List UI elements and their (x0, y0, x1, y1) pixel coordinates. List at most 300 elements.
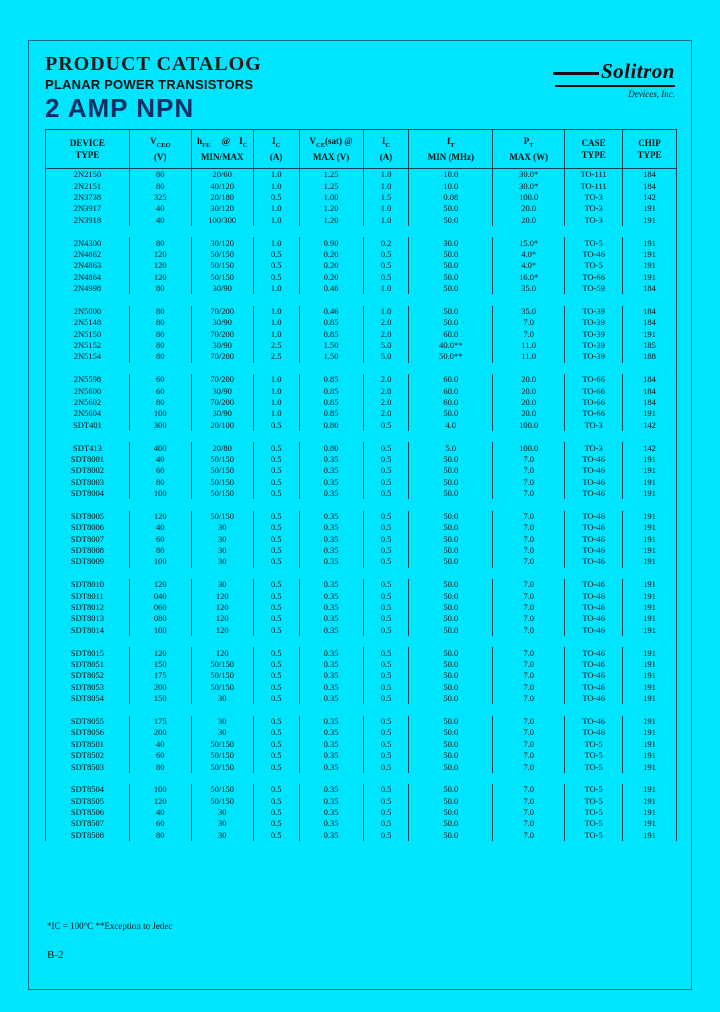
table-row (46, 442, 677, 453)
table-cell: 30/90 (191, 283, 253, 294)
table-cell: 185 (623, 340, 677, 351)
table-cell: 11.0 (493, 340, 565, 351)
spacer-cell (46, 431, 677, 442)
table-cell: 0.35 (299, 545, 363, 556)
table-cell: 0.46 (299, 283, 363, 294)
table-cell: 20.0 (493, 397, 565, 408)
device-type-cell: SDT8015 (46, 647, 130, 658)
device-type-cell: SDT8001 (46, 454, 130, 465)
table-cell: 50.0 (409, 556, 493, 567)
table-cell: 0.35 (299, 670, 363, 681)
table-cell: 0.5 (363, 716, 409, 727)
table-cell: TO-46 (565, 454, 623, 465)
table-cell: 184 (623, 306, 677, 317)
device-type-cell: 2N4864 (46, 272, 130, 283)
device-type-cell: SDT8508 (46, 830, 130, 841)
table-cell: 50.0 (409, 727, 493, 738)
group-spacer (46, 499, 677, 510)
table-cell: 7.0 (493, 693, 565, 704)
table-cell: 0.35 (299, 830, 363, 841)
table-cell: 0.5 (363, 477, 409, 488)
table-cell: 0.5 (253, 613, 299, 624)
table-cell: 7.0 (493, 716, 565, 727)
table-cell: 0.5 (363, 488, 409, 499)
table-cell: TO-46 (565, 249, 623, 260)
table-cell: 50.0 (409, 511, 493, 522)
table-row (46, 659, 677, 670)
table-cell: 50/150 (191, 465, 253, 476)
table-cell: 30/120 (191, 203, 253, 214)
group-spacer (46, 704, 677, 715)
table-cell: 191 (623, 670, 677, 681)
device-type-cell: 2N5152 (46, 340, 130, 351)
table-cell: TO-46 (565, 693, 623, 704)
table-cell: 2.0 (363, 317, 409, 328)
table-row (46, 682, 677, 693)
table-cell: 0.5 (363, 556, 409, 567)
table-cell: TO-5 (565, 761, 623, 772)
table-cell: 40 (129, 215, 191, 226)
table-cell: 0.5 (253, 511, 299, 522)
table-cell: 0.5 (363, 739, 409, 750)
table-cell: 0.5 (363, 454, 409, 465)
table-cell: 0.5 (253, 556, 299, 567)
logo-bar-icon (553, 72, 599, 75)
table-cell: 7.0 (493, 739, 565, 750)
table-cell: 0.5 (253, 807, 299, 818)
table-cell: TO-66 (565, 408, 623, 419)
table-cell: 191 (623, 454, 677, 465)
table-cell: 0.85 (299, 397, 363, 408)
table-cell: TO-39 (565, 328, 623, 339)
spacer-cell (46, 704, 677, 715)
table-cell: 0.5 (253, 420, 299, 431)
table-row (46, 670, 677, 681)
group-spacer (46, 226, 677, 237)
table-cell: 50/150 (191, 739, 253, 750)
table-cell: 50/150 (191, 659, 253, 670)
table-row (46, 306, 677, 317)
table-cell: 191 (623, 272, 677, 283)
table-row (46, 328, 677, 339)
table-cell: 1.0 (253, 306, 299, 317)
table-cell: 0.5 (253, 465, 299, 476)
table-cell: TO-46 (565, 477, 623, 488)
table-cell: 0.35 (299, 727, 363, 738)
table-cell: 20/180 (191, 192, 253, 203)
table-cell: 142 (623, 420, 677, 431)
table-cell: 191 (623, 784, 677, 795)
table-cell: 50.0 (409, 613, 493, 624)
table-cell: TO-46 (565, 602, 623, 613)
table-cell: 7.0 (493, 556, 565, 567)
specifications-table (45, 129, 677, 841)
table-cell: 1.0 (253, 237, 299, 248)
col-ic-vcesat: $I_C$ (A) (363, 130, 409, 169)
table-cell: 0.46 (299, 306, 363, 317)
table-cell: 20.0 (493, 215, 565, 226)
col-device-type: DEVICE TYPE (46, 130, 130, 169)
table-cell: 0.35 (299, 488, 363, 499)
table-cell: 0.5 (363, 260, 409, 271)
table-cell: 50.0 (409, 739, 493, 750)
table-row (46, 477, 677, 488)
table-row (46, 613, 677, 624)
table-cell: 7.0 (493, 579, 565, 590)
table-cell: 191 (623, 488, 677, 499)
table-cell: TO-39 (565, 340, 623, 351)
device-type-cell: SDT401 (46, 420, 130, 431)
table-cell: 0.35 (299, 784, 363, 795)
table-row (46, 203, 677, 214)
table-cell: 80 (129, 306, 191, 317)
table-body (46, 169, 677, 842)
table-cell: 1.0 (253, 169, 299, 181)
table-cell: 191 (623, 579, 677, 590)
table-cell: 50.0 (409, 215, 493, 226)
table-cell: 0.5 (253, 670, 299, 681)
table-cell: 50.0 (409, 203, 493, 214)
table-cell: 50.0 (409, 249, 493, 260)
table-cell: 4.0* (493, 260, 565, 271)
table-cell: TO-5 (565, 237, 623, 248)
table-cell: 0.35 (299, 716, 363, 727)
table-row (46, 602, 677, 613)
table-cell: 0.35 (299, 511, 363, 522)
col-chip-type: CHIP TYPE (623, 130, 677, 169)
table-cell: 40 (129, 739, 191, 750)
table-row (46, 465, 677, 476)
table-cell: 60 (129, 374, 191, 385)
catalog-title: PRODUCT CATALOG (45, 53, 262, 75)
table-cell: 0.35 (299, 818, 363, 829)
table-cell: TO-66 (565, 385, 623, 396)
table-cell: 5.0 (409, 442, 493, 453)
table-cell: 191 (623, 682, 677, 693)
table-cell: 0.5 (253, 795, 299, 806)
table-cell: 2.0 (363, 385, 409, 396)
table-cell: 80 (129, 397, 191, 408)
table-cell: 4.0 (409, 420, 493, 431)
table-cell: 120 (191, 647, 253, 658)
table-cell: 1.20 (299, 215, 363, 226)
device-type-cell: 2N5598 (46, 374, 130, 385)
table-cell: 7.0 (493, 818, 565, 829)
table-cell: 100 (129, 488, 191, 499)
table-cell: 0.5 (253, 602, 299, 613)
group-spacer (46, 294, 677, 305)
device-type-cell: 2N4998 (46, 283, 130, 294)
table-cell: TO-59 (565, 283, 623, 294)
table-row (46, 556, 677, 567)
table-cell: 191 (623, 237, 677, 248)
table-cell: 2.0 (363, 397, 409, 408)
table-cell: 300 (129, 420, 191, 431)
table-cell: 7.0 (493, 750, 565, 761)
table-cell: 7.0 (493, 682, 565, 693)
table-cell: 1.50 (299, 340, 363, 351)
device-type-cell: SDT8007 (46, 534, 130, 545)
table-cell: 040 (129, 590, 191, 601)
table-cell: 0.35 (299, 522, 363, 533)
table-cell: 80 (129, 351, 191, 362)
table-cell: 30 (191, 579, 253, 590)
table-cell: TO-46 (565, 613, 623, 624)
table-cell: 30 (191, 556, 253, 567)
table-cell: TO-46 (565, 465, 623, 476)
table-cell: 50.0 (409, 784, 493, 795)
table-cell: 184 (623, 374, 677, 385)
table-cell: 191 (623, 739, 677, 750)
table-cell: 50.0 (409, 522, 493, 533)
table-cell: 0.5 (363, 579, 409, 590)
table-row (46, 795, 677, 806)
table-cell: 0.5 (253, 488, 299, 499)
table-cell: 50/150 (191, 784, 253, 795)
table-cell: 50.0 (409, 693, 493, 704)
device-type-cell: 2N4863 (46, 260, 130, 271)
table-cell: 7.0 (493, 522, 565, 533)
footnotes: *IC = 100°C **Exception to Jedec (47, 921, 173, 931)
table-cell: TO-3 (565, 215, 623, 226)
table-cell: 0.5 (363, 670, 409, 681)
table-row (46, 579, 677, 590)
table-cell: 80 (129, 328, 191, 339)
table-cell: 20/100 (191, 420, 253, 431)
table-cell: 70/200 (191, 374, 253, 385)
table-cell: 0.5 (253, 727, 299, 738)
table-cell: 7.0 (493, 784, 565, 795)
table-cell: 0.5 (253, 693, 299, 704)
device-type-cell: SDT8012 (46, 602, 130, 613)
page-header (45, 53, 675, 123)
table-row (46, 340, 677, 351)
table-cell: 50.0 (409, 590, 493, 601)
table-cell: 30.0* (493, 180, 565, 191)
table-cell: 60.0 (409, 385, 493, 396)
table-row (46, 784, 677, 795)
device-type-cell: SDT8502 (46, 750, 130, 761)
table-cell: 0.5 (363, 613, 409, 624)
device-type-cell: 2N3918 (46, 215, 130, 226)
table-cell: 60.0 (409, 374, 493, 385)
table-cell: 7.0 (493, 727, 565, 738)
table-header-row (46, 130, 677, 169)
table-cell: 50.0 (409, 272, 493, 283)
table-cell: 50.0 (409, 807, 493, 818)
spacer-cell (46, 499, 677, 510)
device-type-cell: 2N5154 (46, 351, 130, 362)
table-cell: 60.0 (409, 328, 493, 339)
table-cell: 50/150 (191, 249, 253, 260)
table-cell: TO-3 (565, 420, 623, 431)
table-cell: 80 (129, 340, 191, 351)
table-cell: 30 (191, 545, 253, 556)
device-type-cell: 2N2151 (46, 180, 130, 191)
device-type-cell: SDT8503 (46, 761, 130, 772)
device-type-cell: SDT8006 (46, 522, 130, 533)
table-cell: 0.5 (253, 454, 299, 465)
table-cell: 50.0 (409, 283, 493, 294)
table-cell: 1.0 (363, 180, 409, 191)
table-cell: TO-46 (565, 682, 623, 693)
table-row (46, 534, 677, 545)
table-cell: 40.0** (409, 340, 493, 351)
table-cell: 0.5 (253, 260, 299, 271)
table-cell: 191 (623, 545, 677, 556)
table-cell: 120 (129, 272, 191, 283)
table-cell: 0.35 (299, 693, 363, 704)
table-cell: 184 (623, 169, 677, 181)
table-cell: 30 (191, 534, 253, 545)
table-row (46, 693, 677, 704)
table-cell: 7.0 (493, 488, 565, 499)
table-cell: 100 (129, 556, 191, 567)
table-cell: TO-46 (565, 625, 623, 636)
table-cell: 50.0 (409, 408, 493, 419)
table-cell: 0.5 (253, 647, 299, 658)
table-cell: 7.0 (493, 613, 565, 624)
table-cell: 0.35 (299, 807, 363, 818)
table-cell: 0.5 (253, 625, 299, 636)
table-cell: 0.80 (299, 420, 363, 431)
table-cell: 0.35 (299, 613, 363, 624)
table-cell: 16.0* (493, 272, 565, 283)
table-cell: 0.85 (299, 408, 363, 419)
table-row (46, 260, 677, 271)
spacer-cell (46, 636, 677, 647)
table-cell: 1.50 (299, 351, 363, 362)
table-cell: TO-46 (565, 556, 623, 567)
device-type-cell: SDT8004 (46, 488, 130, 499)
table-cell: 120 (129, 579, 191, 590)
table-cell: 1.0 (363, 215, 409, 226)
table-cell: 184 (623, 317, 677, 328)
table-cell: 0.35 (299, 750, 363, 761)
table-cell: 0.5 (363, 511, 409, 522)
table-cell: 0.5 (363, 659, 409, 670)
table-cell: 0.08 (409, 192, 493, 203)
table-row (46, 761, 677, 772)
table-cell: 120 (129, 795, 191, 806)
table-row (46, 215, 677, 226)
table-cell: 120 (191, 625, 253, 636)
table-cell: 0.80 (299, 442, 363, 453)
table-cell: 0.5 (253, 192, 299, 203)
group-spacer (46, 431, 677, 442)
table-cell: 7.0 (493, 454, 565, 465)
device-type-cell: 2N3738 (46, 192, 130, 203)
table-row (46, 488, 677, 499)
table-row (46, 647, 677, 658)
table-cell: 7.0 (493, 670, 565, 681)
table-cell: 40 (129, 522, 191, 533)
table-cell: 191 (623, 408, 677, 419)
table-row (46, 249, 677, 260)
table-cell: 11.0 (493, 351, 565, 362)
table-cell: 70/200 (191, 397, 253, 408)
logo-underline-icon (555, 85, 675, 87)
table-cell: 0.5 (253, 477, 299, 488)
table-cell: 30/90 (191, 340, 253, 351)
table-cell: 7.0 (493, 328, 565, 339)
table-cell: 1.0 (253, 283, 299, 294)
table-cell: 0.35 (299, 534, 363, 545)
table-cell: 0.5 (363, 602, 409, 613)
device-type-cell: 2N5604 (46, 408, 130, 419)
table-cell: 7.0 (493, 317, 565, 328)
table-cell: 0.5 (253, 522, 299, 533)
device-type-cell: SDT8013 (46, 613, 130, 624)
table-cell: 20.0 (493, 408, 565, 419)
table-cell: 0.5 (253, 249, 299, 260)
table-cell: 7.0 (493, 795, 565, 806)
table-row (46, 590, 677, 601)
table-cell: 1.0 (363, 283, 409, 294)
table-cell: 7.0 (493, 659, 565, 670)
table-row (46, 317, 677, 328)
table-cell: 7.0 (493, 625, 565, 636)
table-cell: 0.5 (253, 716, 299, 727)
device-type-cell: SDT8051 (46, 659, 130, 670)
table-cell: 20/60 (191, 169, 253, 181)
device-type-cell: SDT8053 (46, 682, 130, 693)
device-type-cell: SDT8052 (46, 670, 130, 681)
table-cell: 0.35 (299, 590, 363, 601)
device-type-cell: SDT8505 (46, 795, 130, 806)
table-cell: 0.5 (363, 727, 409, 738)
table-cell: 1.0 (253, 215, 299, 226)
table-cell: 191 (623, 602, 677, 613)
logo-subtext: Devices, Inc. (628, 89, 675, 99)
table-cell: 150 (129, 693, 191, 704)
table-cell: 080 (129, 613, 191, 624)
table-cell: 0.5 (363, 761, 409, 772)
table-cell: 060 (129, 602, 191, 613)
table-cell: 80 (129, 830, 191, 841)
table-cell: TO-46 (565, 590, 623, 601)
table-cell: 50.0 (409, 317, 493, 328)
table-cell: 0.85 (299, 328, 363, 339)
table-cell: 191 (623, 761, 677, 772)
table-cell: 10.0 (409, 169, 493, 181)
device-type-cell: 2N5150 (46, 328, 130, 339)
table-cell: 191 (623, 613, 677, 624)
table-cell: TO-5 (565, 260, 623, 271)
table-row (46, 511, 677, 522)
table-cell: 1.25 (299, 169, 363, 181)
table-cell: 30/90 (191, 385, 253, 396)
device-type-cell: SDT8010 (46, 579, 130, 590)
table-cell: TO-3 (565, 192, 623, 203)
table-cell: 15.0* (493, 237, 565, 248)
table-cell: 184 (623, 180, 677, 191)
table-cell: 0.5 (253, 818, 299, 829)
table-cell: 7.0 (493, 647, 565, 658)
table-cell: 7.0 (493, 465, 565, 476)
table-row (46, 625, 677, 636)
table-cell: 7.0 (493, 545, 565, 556)
table-cell: 0.5 (253, 784, 299, 795)
table-cell: 1.0 (363, 203, 409, 214)
table-cell: 50/150 (191, 750, 253, 761)
table-cell: 191 (623, 260, 677, 271)
table-cell: 0.5 (363, 534, 409, 545)
table-cell: 7.0 (493, 830, 565, 841)
table-cell: 70/200 (191, 306, 253, 317)
table-cell: 7.0 (493, 511, 565, 522)
table-cell: 70/200 (191, 351, 253, 362)
